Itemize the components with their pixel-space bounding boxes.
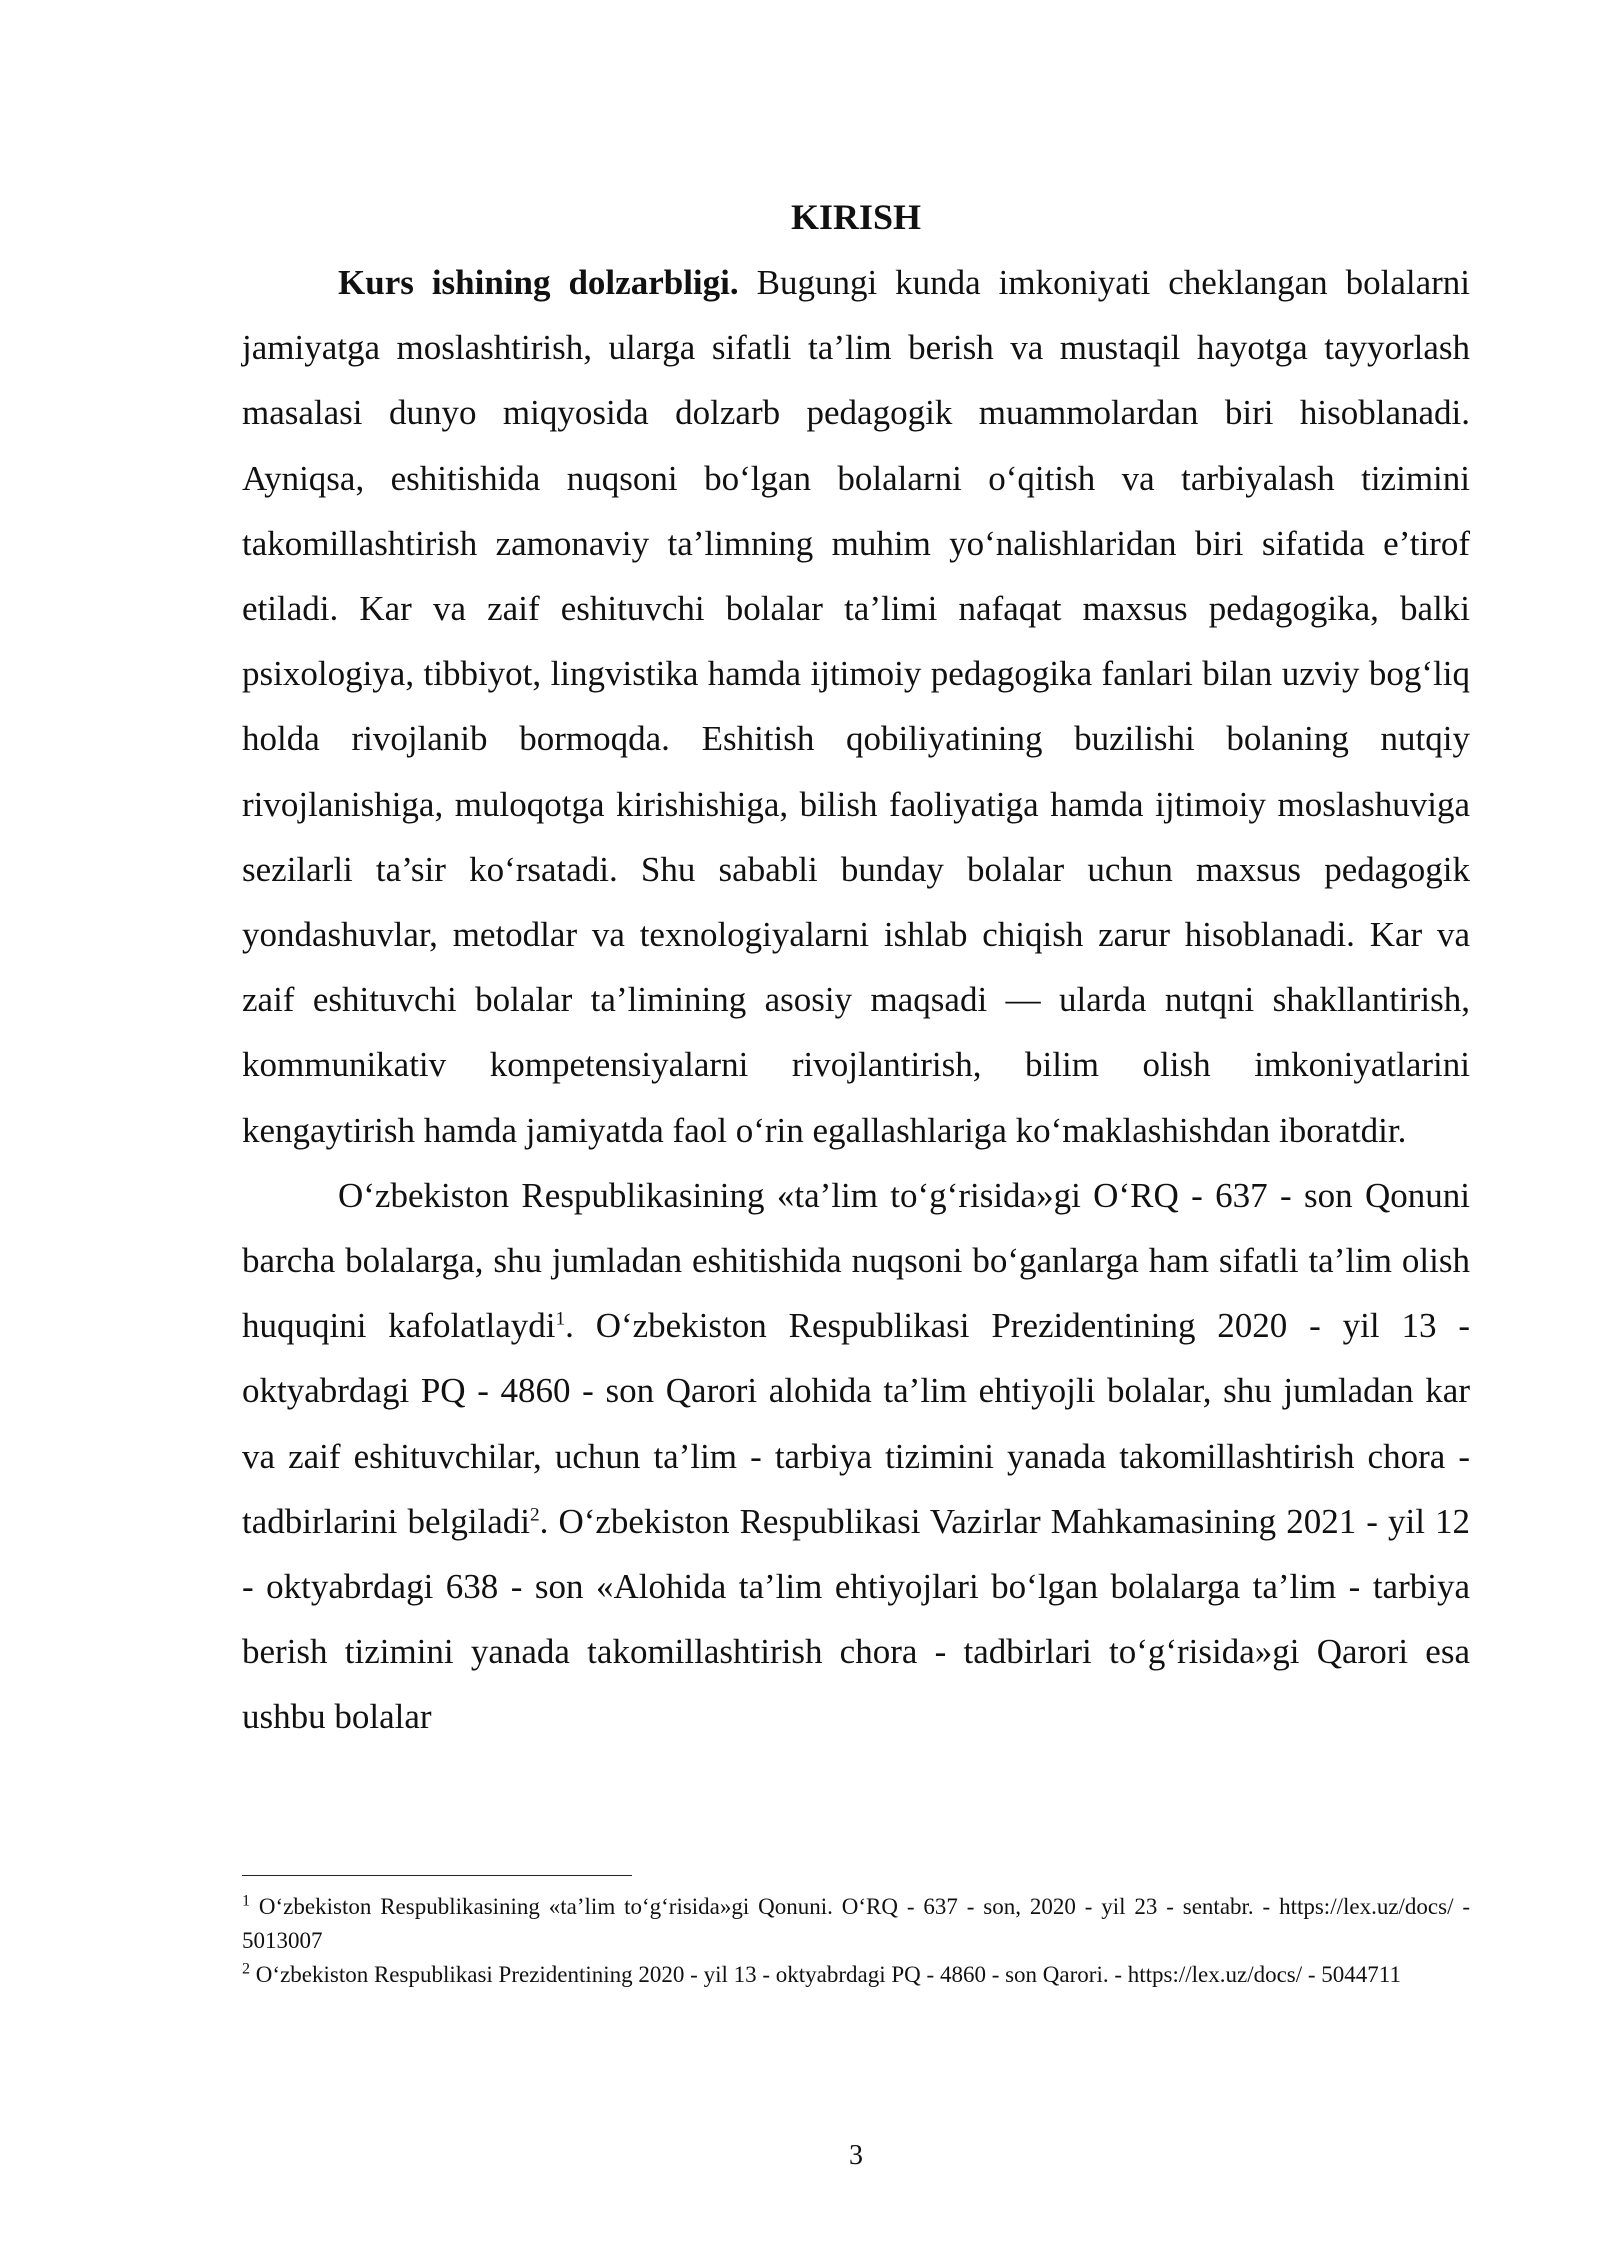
paragraph-relevance <box>242 250 1470 1163</box>
page-number: 3 <box>849 2140 863 2171</box>
paragraph-text: Bugungi kunda imkoniyati cheklangan bolalarni jamiyatga moslashtirish, ularga sifatli ta’lim berish va mustaqil hayotga tayyorlash masalasi dunyo miqyosida dolzarb pedagogik muammolardan biri hisoblanadi. Ayniqsa, eshitishida nuqsoni bo‘lgan bolalarni o‘qitish va tarbiyalash tizimini takomillashtirish zamonaviy ta’limning muhim yo‘nalishlaridan biri sifatida e’tirof etiladi. Kar va zaif eshituvchi bolalar ta’limi nafaqat maxsus pedagogika, balki psixologiya, tibbiyot, lingvistika hamda ijtimoiy pedagogika fanlari bilan uzviy bog‘liq holda rivojlanib bormoqda. Eshitish qobiliyatining buzilishi bolaning nutqiy rivojlanishiga, muloqotga kirishishiga, bilish faoliyatiga hamda ijtimoiy moslashuviga sezilarli ta’sir ko‘rsatadi. Shu sababli bunday bolalar uchun maxsus pedagogik yondashuvlar, metodlar va texnologiyalarni ishlab chiqish zarur hisoblanadi. Kar va zaif eshituvchi bolalar ta’limining asosiy maqsadi — ularda nutqni shakllantirish, kommunikativ kompetensiyalarni rivojlantirish, bilim olish imkoniyatlarini kengaytirish hamda jamiyatda faol o‘rin egallashlariga ko‘maklashishdan iboratdir. <box>242 263 1470 1150</box>
footnotes <box>242 1890 1470 1992</box>
paragraph-text: . O‘zbekiston Respublikasi Vazirlar Mahkamasining 2021 - yil 12 - oktyabrdagi 638 - son «Alohida ta’lim ehtiyojlari bo‘lgan bolalarga ta’lim - tarbiya berish tizimini yanada takomillashtirish chora - tadbirlari to‘g‘risida»gi Qarori esa ushbu bolalar <box>242 1501 1470 1737</box>
footnote-1 <box>242 1890 1470 1958</box>
footnote-text: O‘zbekiston Respublikasi Prezidentining 2020 - yil 13 - oktyabrdagi PQ - 4860 - son Qarori. - https://lex.uz/docs/ - 5044711 <box>250 1962 1401 1987</box>
paragraph-legislation <box>242 1163 1470 1750</box>
footnote-divider <box>242 1875 632 1876</box>
paragraph-text: . O‘zbekiston Respublikasi Prezidentining 2020 - yil 13 - oktyabrdagi PQ - 4860 - son Qarori alohida ta’lim ehtiyojli bolalar, shu jumladan kar va zaif eshituvchilar, uchun ta’lim - tarbiya tizimini yanada takomillashtirish chora - tadbirlarini belgiladi <box>242 1306 1470 1541</box>
footnote-2 <box>242 1958 1470 1992</box>
paragraph-text: O‘zbekiston Respublikasining «ta’lim to‘g‘risida»gi O‘RQ - 637 - son Qonuni barcha bolalarga, shu jumladan eshitishida nuqsoni bo‘ganlarga ham sifatli ta’lim olish huquqini kafolatlaydi <box>242 1175 1470 1346</box>
footnote-text: O‘zbekiston Respublikasining «ta’lim to‘g‘risida»gi Qonuni. O‘RQ - 637 - son, 2020 - yil 23 - sentabr. - https://lex.uz/docs/ - 5013007 <box>242 1894 1470 1953</box>
footnote-reference-2[interactable]: 2 <box>530 1504 540 1526</box>
page-title: KIRISH <box>790 197 922 237</box>
body-text <box>242 250 1470 1750</box>
footnote-mark: 1 <box>242 1892 251 1910</box>
footnote-reference-1[interactable]: 1 <box>555 1308 566 1330</box>
paragraph-lead-heading: Kurs ishining dolzarbligi. <box>338 263 739 302</box>
footnote-mark: 2 <box>242 1960 251 1978</box>
